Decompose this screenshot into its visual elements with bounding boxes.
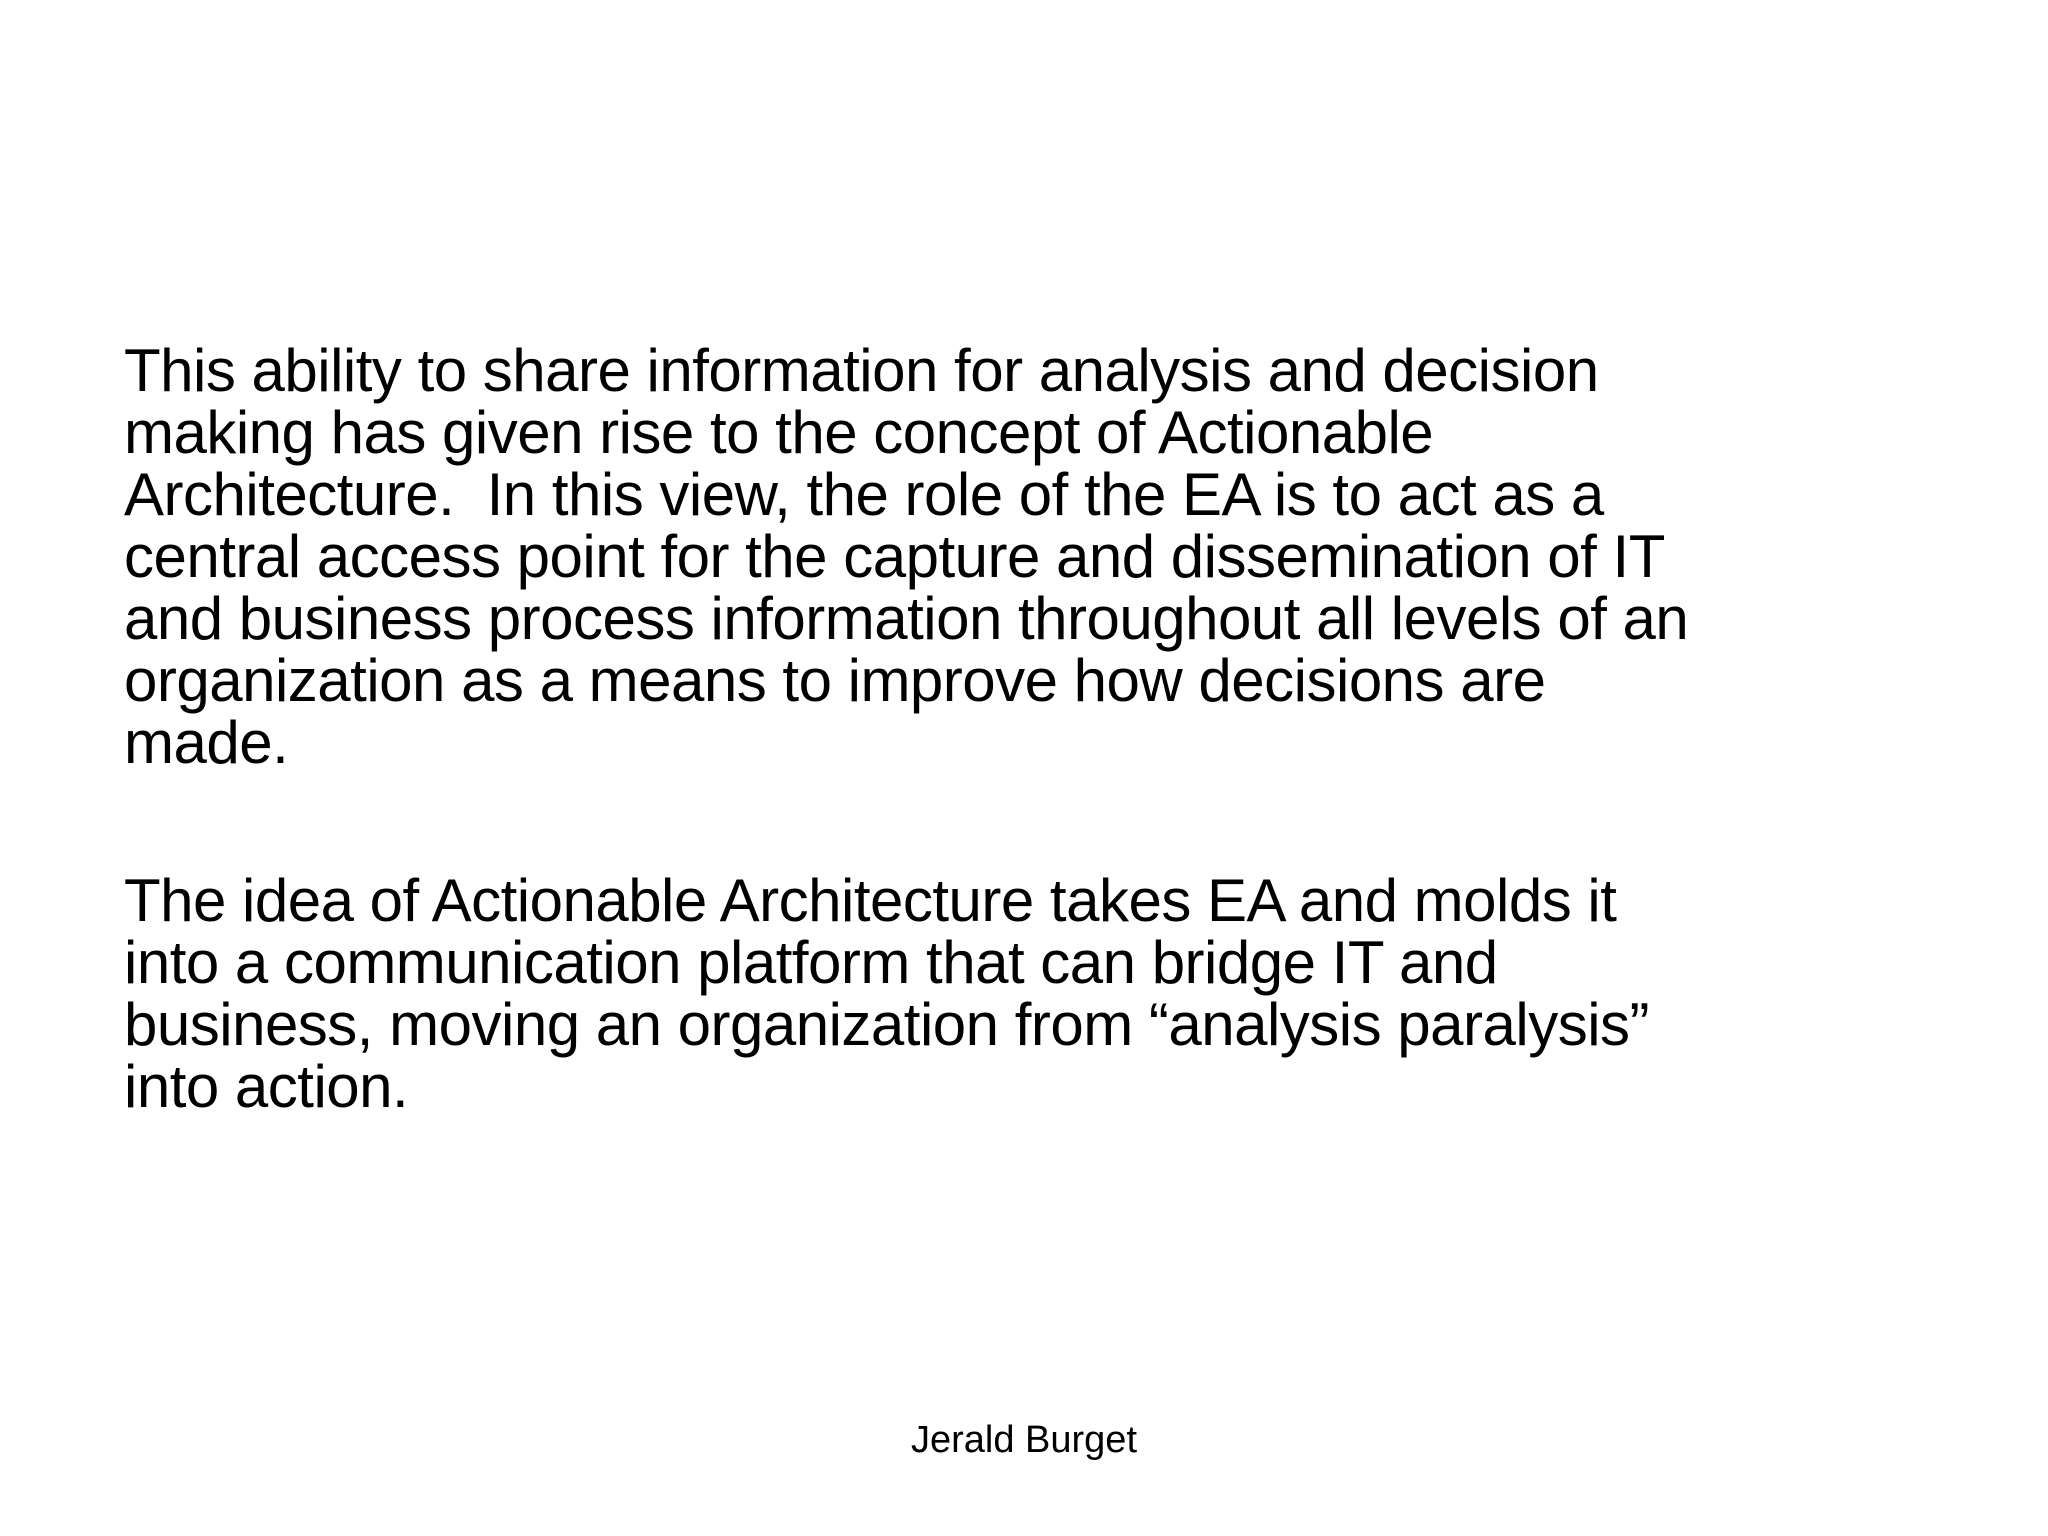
text-line: and business process information throughout all levels of an xyxy=(124,585,1689,652)
paragraph-1 xyxy=(124,337,2004,776)
text-line: Architecture. In this view, the role of the EA is to act as a xyxy=(124,461,1604,528)
text-line: making has given rise to the concept of Actionable xyxy=(124,399,1434,466)
text-line: into action. xyxy=(124,1053,409,1120)
paragraph-2 xyxy=(124,867,2004,1120)
footer-author: Jerald Burget xyxy=(910,1419,1137,1461)
text-line: into a communication platform that can bridge IT and xyxy=(124,929,1498,996)
text-line: organization as a means to improve how decisions are xyxy=(124,647,1546,714)
text-line: The idea of Actionable Architecture takes EA and molds it xyxy=(124,867,1617,934)
text-line: This ability to share information for analysis and decision xyxy=(124,337,1599,404)
text-line: central access point for the capture and dissemination of IT xyxy=(124,523,1665,590)
text-line: business, moving an organization from “analysis paralysis” xyxy=(124,991,1650,1058)
slide-body xyxy=(124,337,2004,1120)
text-line: made. xyxy=(124,709,289,776)
